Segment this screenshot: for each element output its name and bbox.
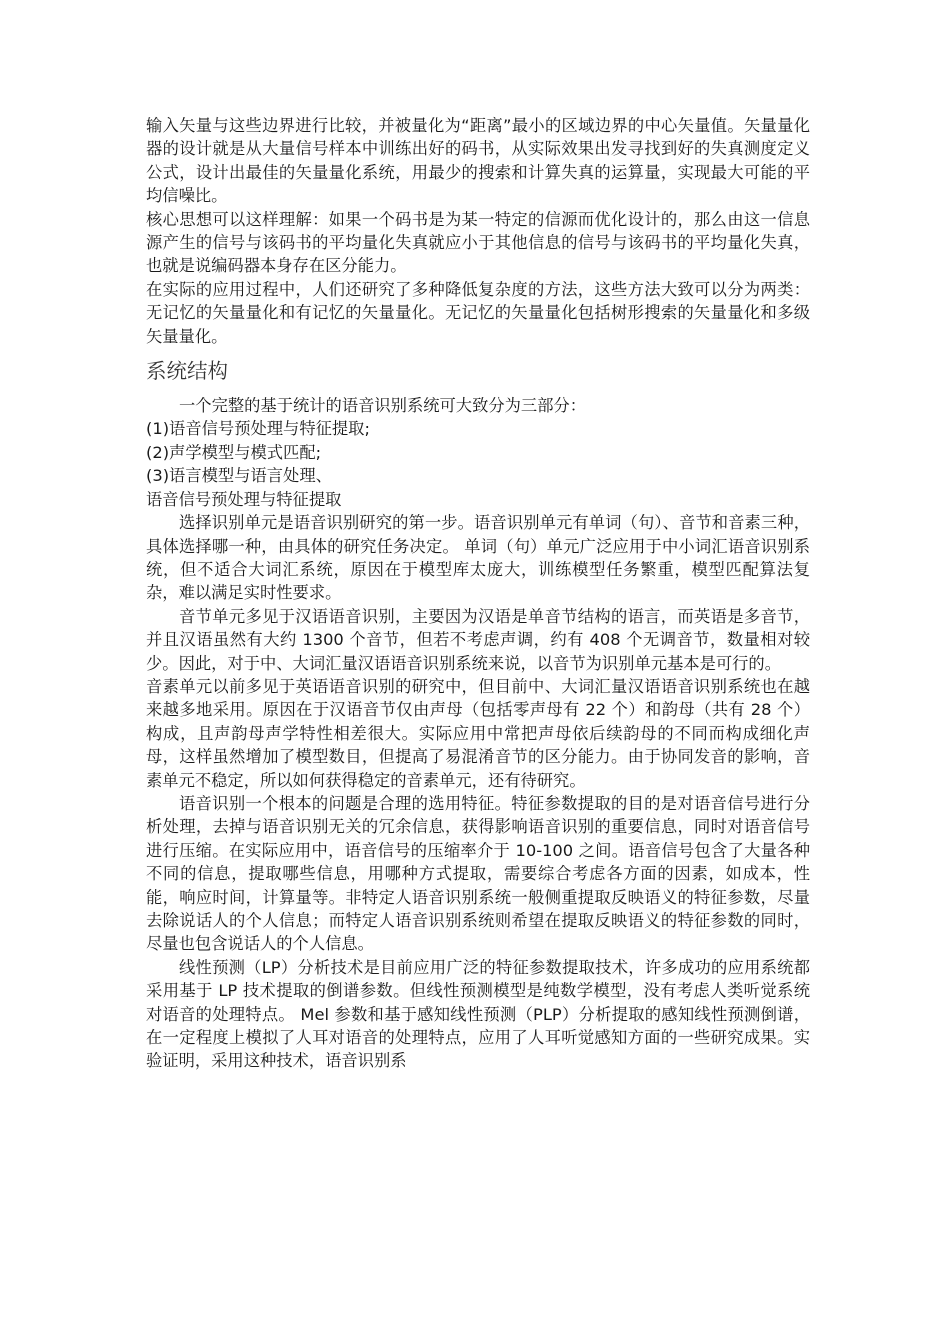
list-item-language-model: (3)语言模型与语言处理、 bbox=[146, 466, 332, 486]
paragraph-phoneme-unit: 音素单元以前多见于英语语音识别的研究中，但目前中、大词汇量汉语语音识别系统也在越来越多地采用。原因在于汉语音节仅由声母（包括零声母有 22 个）和韵母（共有 28 个）构成，且声韵母声学特性相差很大。实际应用中常把声母依后续韵母的不同而构成细化声母，这样虽然增加了模型数目，但提高了易混淆音节的区分能力。由于协同发音的影响，音素单元不稳定，所以如何获得稳定的音素单元，还有待研究。 bbox=[146, 676, 810, 790]
paragraph-core-idea: 核心思想可以这样理解：如果一个码书是为某一特定的信源而优化设计的，那么由这一信息源产生的信号与该码书的平均量化失真就应小于其他信息的信号与该码书的平均量化失真，也就是说编码器本身存在区分能力。 bbox=[146, 209, 810, 276]
document-body bbox=[146, 114, 810, 1073]
list-item-preprocessing: (1)语音信号预处理与特征提取; bbox=[146, 419, 370, 439]
subheading-preprocessing: 语音信号预处理与特征提取 bbox=[146, 489, 342, 509]
paragraph-syllable-unit: 音节单元多见于汉语语音识别，主要因为汉语是单音节结构的语言，而英语是多音节，并且汉语虽然有大约 1300 个音节，但若不考虑声调，约有 408 个无调音节，数量相对较少。因此，对于中、大词汇量汉语语音识别系统来说，以音节为识别单元基本是可行的。 bbox=[146, 606, 810, 673]
section-heading: 系统结构 bbox=[146, 359, 228, 384]
paragraph-feature-selection: 语音识别一个根本的问题是合理的选用特征。特征参数提取的目的是对语音信号进行分析处理，去掉与语音识别无关的冗余信息，获得影响语音识别的重要信息，同时对语音信号进行压缩。在实际应用中，语音信号的压缩率介于 10-100 之间。语音信号包含了大量各种不同的信息，提取哪些信息，用哪种方式提取，需要综合考虑各方面的因素，如成本，性能，响应时间，计算量等。非特定人语音识别系统一般侧重提取反映语义的特征参数，尽量去除说话人的个人信息；而特定人语音识别系统则希望在提取反映语义的特征参数的同时，尽量也包含说话人的个人信息。 bbox=[146, 793, 810, 954]
list-item-acoustic-model: (2)声学模型与模式匹配; bbox=[146, 442, 322, 462]
paragraph-recognition-unit: 选择识别单元是语音识别研究的第一步。语音识别单元有单词（句）、音节和音素三种，具体选择哪一种，由具体的研究任务决定。 单词（句）单元广泛应用于中小词汇语音识别系统，但不适合大词汇系统，原因在于模型库太庞大，训练模型任务繁重，模型匹配算法复杂，难以满足实时性要求。 bbox=[146, 513, 810, 603]
paragraph-linear-prediction: 线性预测（LP）分析技术是目前应用广泛的特征参数提取技术，许多成功的应用系统都采用基于 LP 技术提取的倒谱参数。但线性预测模型是纯数学模型，没有考虑人类听觉系统对语音的处理特点。 Mel 参数和基于感知线性预测（PLP）分析提取的感知线性预测倒谱，在一定程度上模拟了人耳对语音的处理特点，应用了人耳听觉感知方面的一些研究成果。实验证明，采用这种技术，语音识别系 bbox=[146, 957, 810, 1071]
paragraph-system-intro: 一个完整的基于统计的语音识别系统可大致分为三部分： bbox=[179, 396, 587, 416]
paragraph-vq-design: 输入矢量与这些边界进行比较，并被量化为“距离”最小的区域边界的中心矢量值。矢量量化器的设计就是从大量信号样本中训练出好的码书，从实际效果出发寻找到好的失真测度定义公式，设计出最佳的矢量量化系统，用最少的搜索和计算失真的运算量，实现最大可能的平均信噪比。 bbox=[146, 116, 810, 206]
paragraph-complexity-methods: 在实际的应用过程中，人们还研究了多种降低复杂度的方法，这些方法大致可以分为两类：无记忆的矢量量化和有记忆的矢量量化。无记忆的矢量量化包括树形搜索的矢量量化和多级矢量量化。 bbox=[146, 279, 810, 346]
